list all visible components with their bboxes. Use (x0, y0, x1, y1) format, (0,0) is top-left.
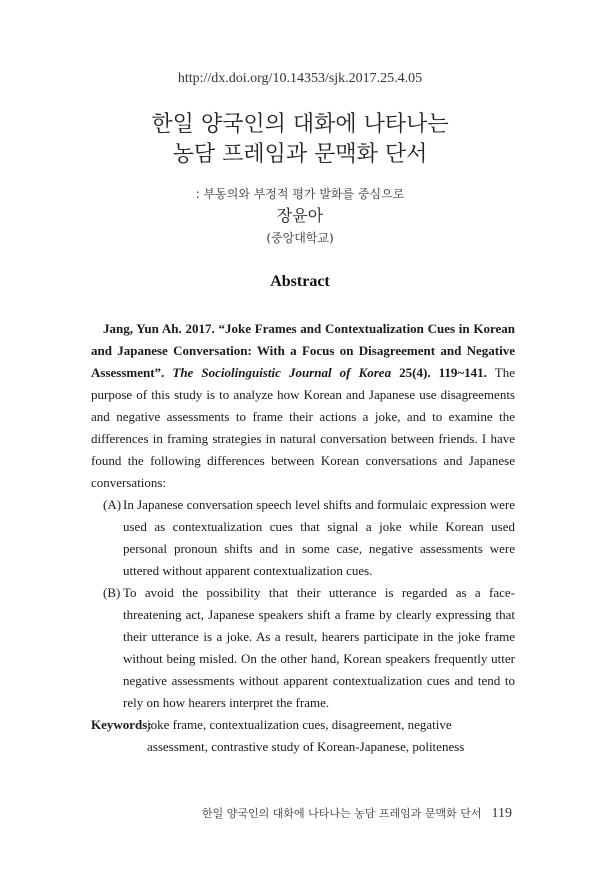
author-name: 장윤아 (276, 206, 324, 225)
citation-journal: The Sociolinguistic Journal of Korea (172, 365, 392, 380)
abstract-intro-paragraph (91, 318, 515, 494)
keywords-label: Keywords: (91, 717, 152, 732)
abstract-heading: Abstract (270, 273, 330, 290)
paper-subtitle: : 부동의와 부정적 평가 발화를 중심으로 (195, 187, 405, 201)
citation-title: “Joke Frames and Contextualization Cues in Korean and Japanese Conversation: With a Focus on Disagreement and Negative Assessment”. (91, 321, 516, 380)
finding-marker-a: (A) (103, 497, 122, 512)
keywords-text: joke frame, contextualization cues, disagreement, negative assessment, contrastive study of Korean-Japanese, politeness (147, 717, 465, 754)
title-line-1: 한일 양국인의 대화에 나타나는 (151, 112, 449, 137)
author-affiliation: (중앙대학교) (266, 231, 334, 245)
abstract-intro-text: The purpose of this study is to analyze how Korean and Japanese use disagreements and negative assessments to frame their actions a joke, and to examine the differences in framing strategies in natural conversation between friends. I have found the following differences between Korean conversations and Japanese conversations: (91, 365, 515, 490)
finding-item-b (91, 582, 515, 714)
finding-item-a (91, 494, 515, 582)
running-title: 한일 양국인의 대화에 나타나는 농담 프레임과 문맥화 단서 (202, 807, 482, 820)
paper-title (0, 110, 600, 170)
finding-marker-b: (B) (103, 585, 121, 600)
doi-link[interactable]: http://dx.doi.org/10.14353/sjk.2017.25.4.05 (177, 71, 423, 86)
citation-author: Jang, Yun Ah. 2017. (103, 321, 215, 336)
page-footer (202, 805, 512, 822)
citation-volume: 25(4). 119~141. (399, 365, 487, 380)
abstract-body (91, 318, 515, 758)
keywords-line (91, 714, 515, 758)
finding-text-b: To avoid the possibility that their utterance is regarded as a face-threatening act, Japanese speakers shift a frame by clearly expressing that their utterance is a joke. As a result, hearers participate in the joke frame without being misled. On the other hand, Korean speakers frequently utter negative assessments without apparent contextualization cues and tend to rely on how hearers interpret the frame. (123, 585, 515, 710)
page-number: 119 (491, 806, 512, 821)
title-line-2: 농담 프레임과 문맥화 단서 (172, 142, 428, 167)
finding-text-a: In Japanese conversation speech level shifts and formulaic expression were used as contextualization cues that signal a joke while Korean used personal pronoun shifts and in some case, negative assessments were uttered without apparent contextualization cues. (123, 497, 515, 578)
